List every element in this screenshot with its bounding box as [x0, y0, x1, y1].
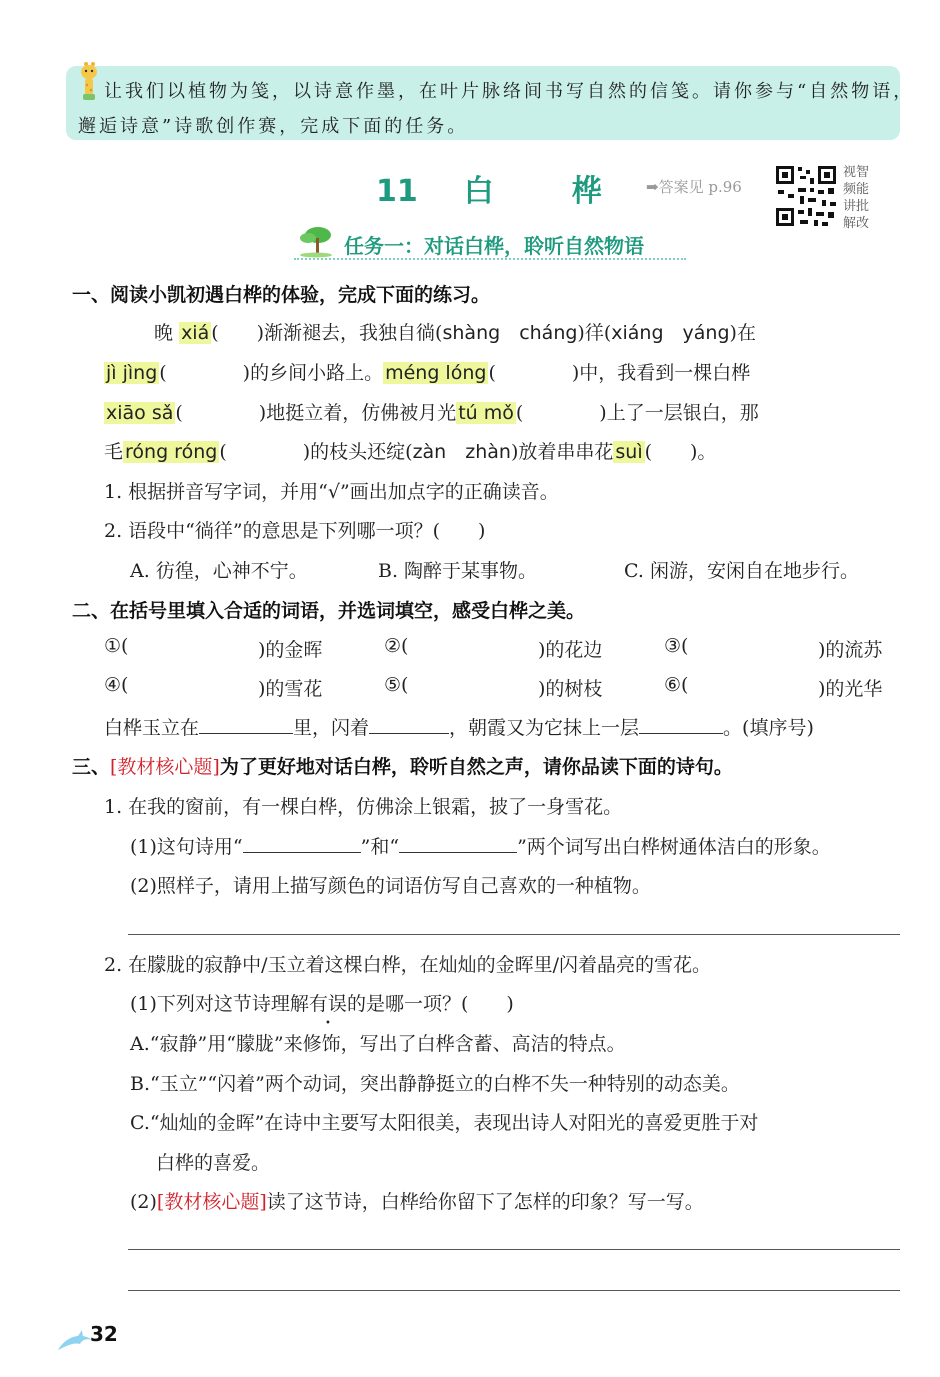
- question-3-2-1: (1)下列对这节诗理解有误的是哪一项？( ): [130, 989, 514, 1016]
- blank-1[interactable]: [199, 715, 293, 734]
- option-b[interactable]: B. 陶醉于某事物。: [378, 560, 538, 582]
- page-number: 32: [90, 1322, 118, 1346]
- section-3-heading: 三、[教材核心题]为了更好地对话白桦，聆听自然之声，请你品读下面的诗句。: [72, 756, 733, 778]
- fill-item-2-open: ②(: [384, 635, 409, 657]
- question-1-1: 1. 根据拼音写字词，并用“√”画出加点字的正确读音。: [104, 481, 559, 503]
- question-3-2-2: (2)[教材核心题]读了这节诗，白桦给你留下了怎样的印象？写一写。: [130, 1191, 704, 1213]
- poem-line-1: 1. 在我的窗前，有一棵白桦，仿佛涂上银霜，披了一身雪花。: [104, 796, 623, 818]
- fill-item-5-text: )的树枝: [538, 678, 603, 700]
- answer-line-2[interactable]: [128, 1249, 900, 1250]
- answer-line-1[interactable]: [128, 934, 900, 935]
- blank-word-2[interactable]: [399, 834, 517, 853]
- intro-text-line2: 邂逅诗意”诗歌创作赛，完成下面的任务。: [78, 116, 469, 137]
- answer-reference: ➡答案见 p.96: [646, 178, 742, 196]
- blank-2[interactable]: [369, 715, 449, 734]
- passage-line-4: 毛 róng róng ( )的枝头还绽(zàn zhàn)放着串串花 suì ( )。: [104, 441, 717, 463]
- task-one-title: 任务一：对话白桦，聆听自然物语: [344, 234, 644, 258]
- lesson-title: [376, 166, 602, 210]
- option-3-c[interactable]: C.“灿灿的金晖”在诗中主要写太阳很美，表现出诗人对阳光的喜爱更胜于对: [130, 1112, 759, 1134]
- intro-text-line1: 让我们以植物为笺，以诗意作墨，在叶片脉络间书写自然的信笺。请你参与“自然物语，: [104, 81, 915, 102]
- question-3-1-2: (2)照样子，请用上描写颜色的词语仿写自己喜欢的一种植物。: [130, 875, 651, 897]
- core-question-tag-2: [教材核心题]: [156, 1191, 267, 1213]
- fill-item-2-text: )的花边: [538, 639, 603, 661]
- section-2-heading: 二、在括号里填入合适的词语，并选词填空，感受白桦之美。: [72, 600, 586, 622]
- section-1-heading: 一、阅读小凯初遇白桦的体验，完成下面的练习。: [72, 284, 491, 306]
- blank-word-1[interactable]: [243, 834, 361, 853]
- question-3-1-1: (1)这句诗用“ ”和“ ”两个词写出白桦树通体洁白的形象。: [130, 836, 831, 858]
- fill-item-6-text: )的光华: [818, 678, 883, 700]
- poem-line-2: 2. 在朦胧的寂静中/玉立着这棵白桦，在灿灿的金晖里/闪着晶亮的雪花。: [104, 954, 711, 976]
- qr-code-icon[interactable]: [774, 164, 838, 228]
- fill-item-3-text: )的流苏: [818, 639, 883, 661]
- title-char-1: 白: [463, 174, 494, 209]
- fill-item-3-open: ③(: [664, 635, 689, 657]
- question-1-2: 2. 语段中“徜徉”的意思是下列哪一项？( ): [104, 520, 486, 542]
- option-c[interactable]: C. 闲游，安闲自在地步行。: [624, 560, 859, 582]
- fill-item-1-text: )的金晖: [258, 639, 323, 661]
- option-3-a[interactable]: A.“寂静”用“朦胧”来修饰，写出了白桦含蓄、高洁的特点。: [130, 1033, 626, 1055]
- fill-item-1-open: ①(: [104, 635, 129, 657]
- lesson-number: 11: [376, 174, 418, 209]
- option-3-c-cont: 白桦的喜爱。: [156, 1152, 271, 1174]
- fill-item-4-text: )的雪花: [258, 678, 323, 700]
- passage-line-2: jì jìng ( )的乡间小路上。 méng lóng ( )中，我看到一棵白桦: [106, 362, 751, 384]
- tree-icon: [296, 224, 336, 258]
- passage-line-1: 晚 xiá ( )渐渐褪去，我独自徜(shàng cháng)徉(xiáng yáng)在: [154, 322, 756, 344]
- passage-line-3: xiāo sǎ ( )地挺立着，仿佛被月光 tú mǒ ( )上了一层银白，那: [106, 402, 759, 424]
- fill-item-5-open: ⑤(: [384, 674, 409, 696]
- answer-line-3[interactable]: [128, 1290, 900, 1291]
- fill-item-6-open: ⑥(: [664, 674, 689, 696]
- option-3-b[interactable]: B.“玉立”“闪着”两个动词，突出静静挺立的白桦不失一种特别的动态美。: [130, 1073, 740, 1095]
- giraffe-mascot-icon: [74, 58, 104, 102]
- core-question-tag: [教材核心题]: [110, 756, 220, 778]
- video-lecture-label: 视智 频能 讲批 解改: [843, 165, 870, 231]
- choose-fill-sentence: 白桦玉立在 里，闪着 ，朝霞又为它抹上一层 。(填序号): [104, 717, 814, 739]
- blank-3[interactable]: [639, 715, 723, 734]
- intro-banner: [66, 66, 915, 140]
- title-char-2: 桦: [571, 174, 602, 209]
- option-a[interactable]: A. 彷徨，心神不宁。: [130, 560, 308, 582]
- task-title-divider: [294, 258, 686, 260]
- fill-item-4-open: ④(: [104, 674, 129, 696]
- emphasis-dotted-text: 有误: [308, 993, 347, 1015]
